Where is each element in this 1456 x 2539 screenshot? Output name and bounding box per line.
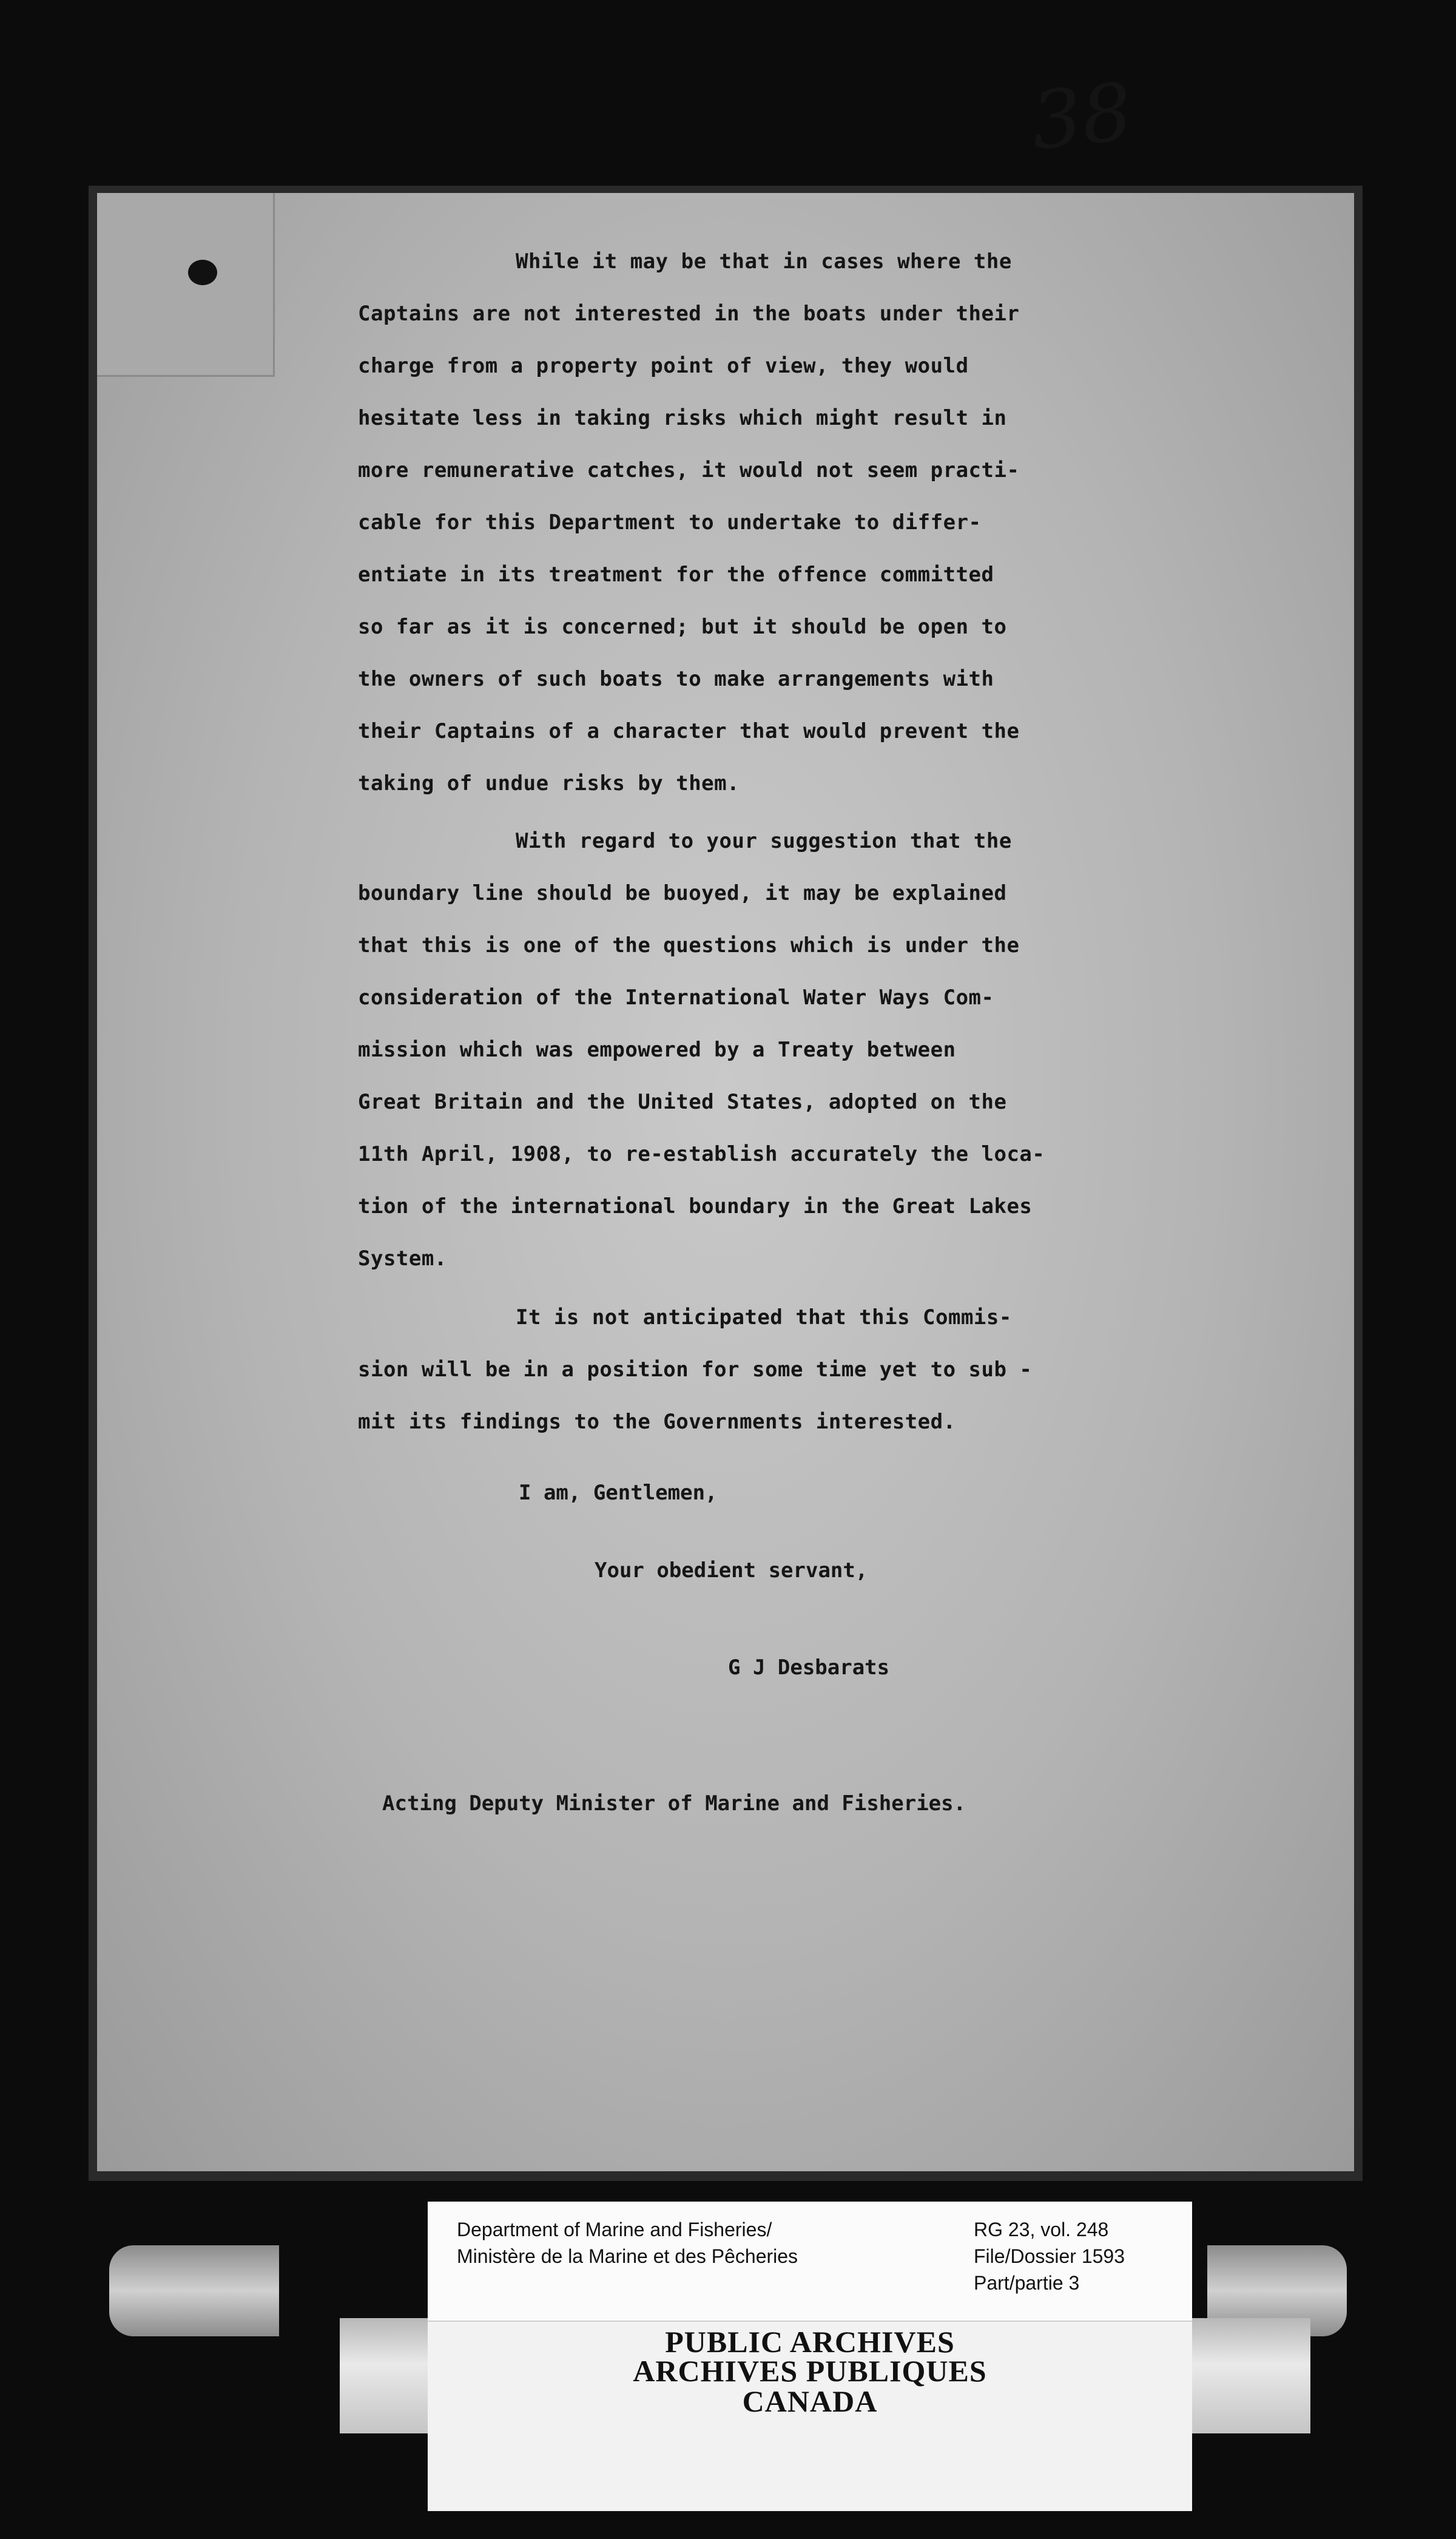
signer-title: Acting Deputy Minister of Marine and Fisheries. [382, 1791, 966, 1816]
text-line: their Captains of a character that would prevent the [358, 719, 1020, 743]
text-line: the owners of such boats to make arrangements with [358, 667, 994, 691]
text-line: entiate in its treatment for the offence committed [358, 563, 994, 587]
file-number: File/Dossier 1593 [974, 2245, 1125, 2267]
archive-name-english: PUBLIC ARCHIVES [665, 2325, 955, 2359]
text-line: cable for this Department to undertake to differ- [358, 510, 982, 535]
text-line: With regard to your suggestion that the [516, 829, 1012, 853]
part-number: Part/partie 3 [974, 2272, 1080, 2294]
record-group-volume: RG 23, vol. 248 [974, 2219, 1109, 2240]
paper-corner-tab [97, 193, 275, 377]
text-line: It is not anticipated that this Commis- [516, 1305, 1012, 1330]
archive-tray-left [109, 2245, 279, 2336]
text-line: System. [358, 1246, 447, 1271]
text-line: Captains are not interested in the boats under their [358, 302, 1020, 326]
text-line: charge from a property point of view, they would [358, 354, 969, 378]
text-line: sion will be in a position for some time yet to sub - [358, 1357, 1033, 1382]
paragraph-1 [358, 235, 1304, 810]
text-line: While it may be that in cases where the [516, 249, 1012, 274]
text-line: boundary line should be buoyed, it may be explained [358, 881, 1007, 905]
text-line: more remunerative catches, it would not seem practi- [358, 458, 1020, 482]
text-line: 11th April, 1908, to re-establish accurately the loca- [358, 1142, 1045, 1166]
department-english: Department of Marine and Fisheries/ [457, 2219, 772, 2240]
text-line: Great Britain and the United States, adopted on the [358, 1090, 1007, 1114]
text-line: consideration of the International Water Ways Com- [358, 986, 994, 1010]
archive-reference-band [428, 2202, 1192, 2322]
text-line: mit its findings to the Governments interested. [358, 1410, 956, 1434]
text-line: taking of undue risks by them. [358, 771, 740, 796]
complimentary-close: Your obedient servant, [595, 1558, 868, 1583]
text-line: tion of the international boundary in the Great Lakes [358, 1194, 1033, 1219]
paragraph-3 [358, 1291, 1304, 1448]
signature-name: G J Desbarats [728, 1655, 890, 1680]
salutation-closing: I am, Gentlemen, [519, 1481, 718, 1505]
archive-name-french: ARCHIVES PUBLIQUES [633, 2354, 987, 2388]
punch-hole [188, 260, 217, 285]
text-line: mission which was empowered by a Treaty between [358, 1038, 956, 1062]
text-line: that this is one of the questions which is under the [358, 933, 1020, 958]
paragraph-2 [358, 815, 1304, 1285]
text-line: so far as it is concerned; but it should be open to [358, 615, 1007, 639]
department-french: Ministère de la Marine et des Pêcheries [457, 2245, 798, 2267]
handwritten-page-number: 38 [1026, 65, 1137, 168]
archive-country: CANADA [742, 2384, 878, 2418]
text-line: hesitate less in taking risks which might result in [358, 406, 1007, 430]
